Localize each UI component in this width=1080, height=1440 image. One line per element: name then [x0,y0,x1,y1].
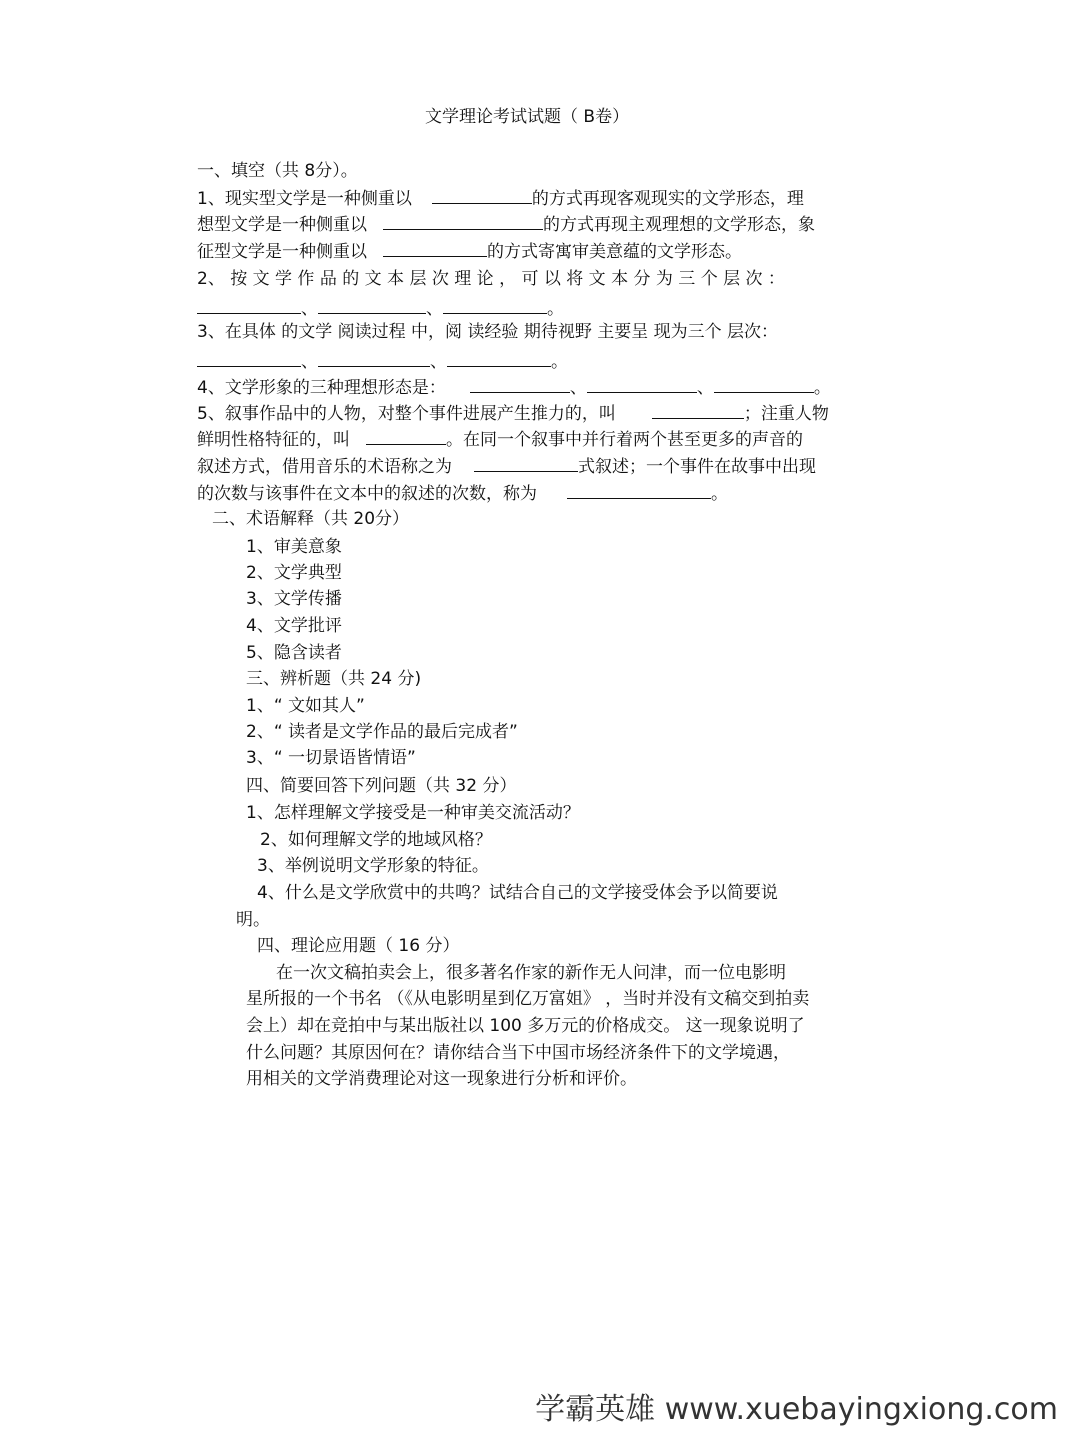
q5-line4 [197,482,728,505]
q5-line2 [197,428,803,451]
list-item: 4、什么是文学欣赏中的共鸣？试结合自己的文学接受体会予以简要说 [257,883,778,903]
section-1-heading: 一、填空（共 8分）。 [197,161,358,181]
q3-line2 [197,350,568,373]
answer-blank[interactable] [587,376,697,393]
q2-line2 [197,297,564,320]
q5-text-b: ；注重人物 [743,404,829,424]
q5-line3 [197,455,816,478]
period: 。 [813,378,831,398]
answer-blank[interactable] [443,297,547,314]
answer-blank[interactable] [383,213,543,230]
list-item: 3、“ 一切景语皆情语” [246,748,416,768]
list-item-continuation: 明。 [236,910,270,930]
q1-text-c: 想型文学是一种侧重以 [197,215,367,235]
answer-blank[interactable] [567,482,711,499]
list-item: 4、文学批评 [246,616,342,636]
list-item: 1、“ 文如其人” [246,696,365,716]
q5-line1 [197,402,829,425]
answer-blank[interactable] [318,350,430,367]
list-item: 2、文学典型 [246,563,342,583]
q2-line1: 2、 按 文 学 作 品 的 文 本 层 次 理 论 ， 可 以 将 文 本 分 为 三 个 层 次 ： [197,269,785,289]
period: 。 [551,352,568,372]
list-item: 3、文学传播 [246,589,342,609]
answer-blank[interactable] [474,455,578,472]
paragraph-line: 在一次文稿拍卖会上，很多著名作家的新作无人问津，而一位电影明 [276,963,786,983]
q5-text-c: 鲜明性格特征的，叫 [197,430,350,450]
section-2-heading: 二、术语解释（共 20分） [212,509,410,529]
list-item: 1、审美意象 [246,537,342,557]
answer-blank[interactable] [197,297,301,314]
q1-text-f: 的方式寄寓审美意蕴的文学形态。 [487,242,742,262]
paragraph-line: 星所报的一个书名 （《从电影明星到亿万富姐》 ，当时并没有文稿交到拍卖 [246,989,810,1009]
q1-line3 [197,240,742,263]
separator: 、 [696,378,714,398]
q4-text: 4、文学形象的三种理想形态是： [197,378,446,398]
paragraph-line: 什么问题？其原因何在？请你结合当下中国市场经济条件下的文学境遇， [246,1043,790,1063]
answer-blank[interactable] [366,428,446,445]
q3-line1: 3、在具体 的文学 阅读过程 中，阅 读经验 期待视野 主要呈 现为三个 层次： [197,322,779,342]
answer-blank[interactable] [470,376,570,393]
separator: 、 [426,299,443,319]
q5-text-a: 5、叙事作品中的人物，对整个事件进展产生推力的，叫 [197,404,616,424]
answer-blank[interactable] [714,376,814,393]
section-4-heading: 四、简要回答下列问题（共 32 分） [246,776,517,796]
q1-text-d: 的方式再现主观理想的文学形态，象 [543,215,815,235]
q1-text-e: 征型文学是一种侧重以 [197,242,367,262]
q1-line2 [197,213,815,236]
answer-blank[interactable] [652,402,744,419]
q5-text-f: 式叙述；一个事件在故事中出现 [578,457,816,477]
separator: 、 [569,378,587,398]
paragraph-line: 会上）却在竞拍中与某出版社以 100 多万元的价格成交。 这一现象说明了 [246,1016,805,1036]
separator: 、 [301,299,318,319]
q5-text-e: 叙述方式，借用音乐的术语称之为 [197,457,452,477]
answer-blank[interactable] [432,187,532,204]
separator: 、 [430,352,447,372]
answer-blank[interactable] [447,350,551,367]
q1-text-a: 1、现实型文学是一种侧重以 [197,189,412,209]
page-title: 文学理论考试试题（ B卷） [425,107,630,127]
answer-blank[interactable] [383,240,487,257]
period: 。 [547,299,564,319]
q5-text-d: 。在同一个叙事中并行着两个甚至更多的声音的 [446,430,803,450]
period: 。 [711,484,728,504]
q1-text-b: 的方式再现客观现实的文学形态，理 [531,189,804,209]
answer-blank[interactable] [197,350,301,367]
list-item: 3、举例说明文学形象的特征。 [257,856,489,876]
list-item: 1、怎样理解文学接受是一种审美交流活动？ [246,803,580,823]
answer-blank[interactable] [318,297,426,314]
q5-text-g: 的次数与该事件在文本中的叙述的次数，称为 [197,484,537,504]
list-item: 5、隐含读者 [246,643,342,663]
q1-line1 [197,187,804,210]
section-3-heading: 三、辨析题（共 24 分) [246,669,422,689]
list-item: 2、“ 读者是文学作品的最后完成者” [246,722,518,742]
paragraph-line: 用相关的文学消费理论对这一现象进行分析和评价。 [246,1069,637,1089]
q4-line [197,376,831,399]
list-item: 2、如何理解文学的地域风格？ [260,830,492,850]
site-watermark: 学霸英雄 www.xuebayingxiong.com [535,1392,1058,1427]
section-5-heading: 四、理论应用题（ 16 分） [257,936,460,956]
separator: 、 [301,352,318,372]
